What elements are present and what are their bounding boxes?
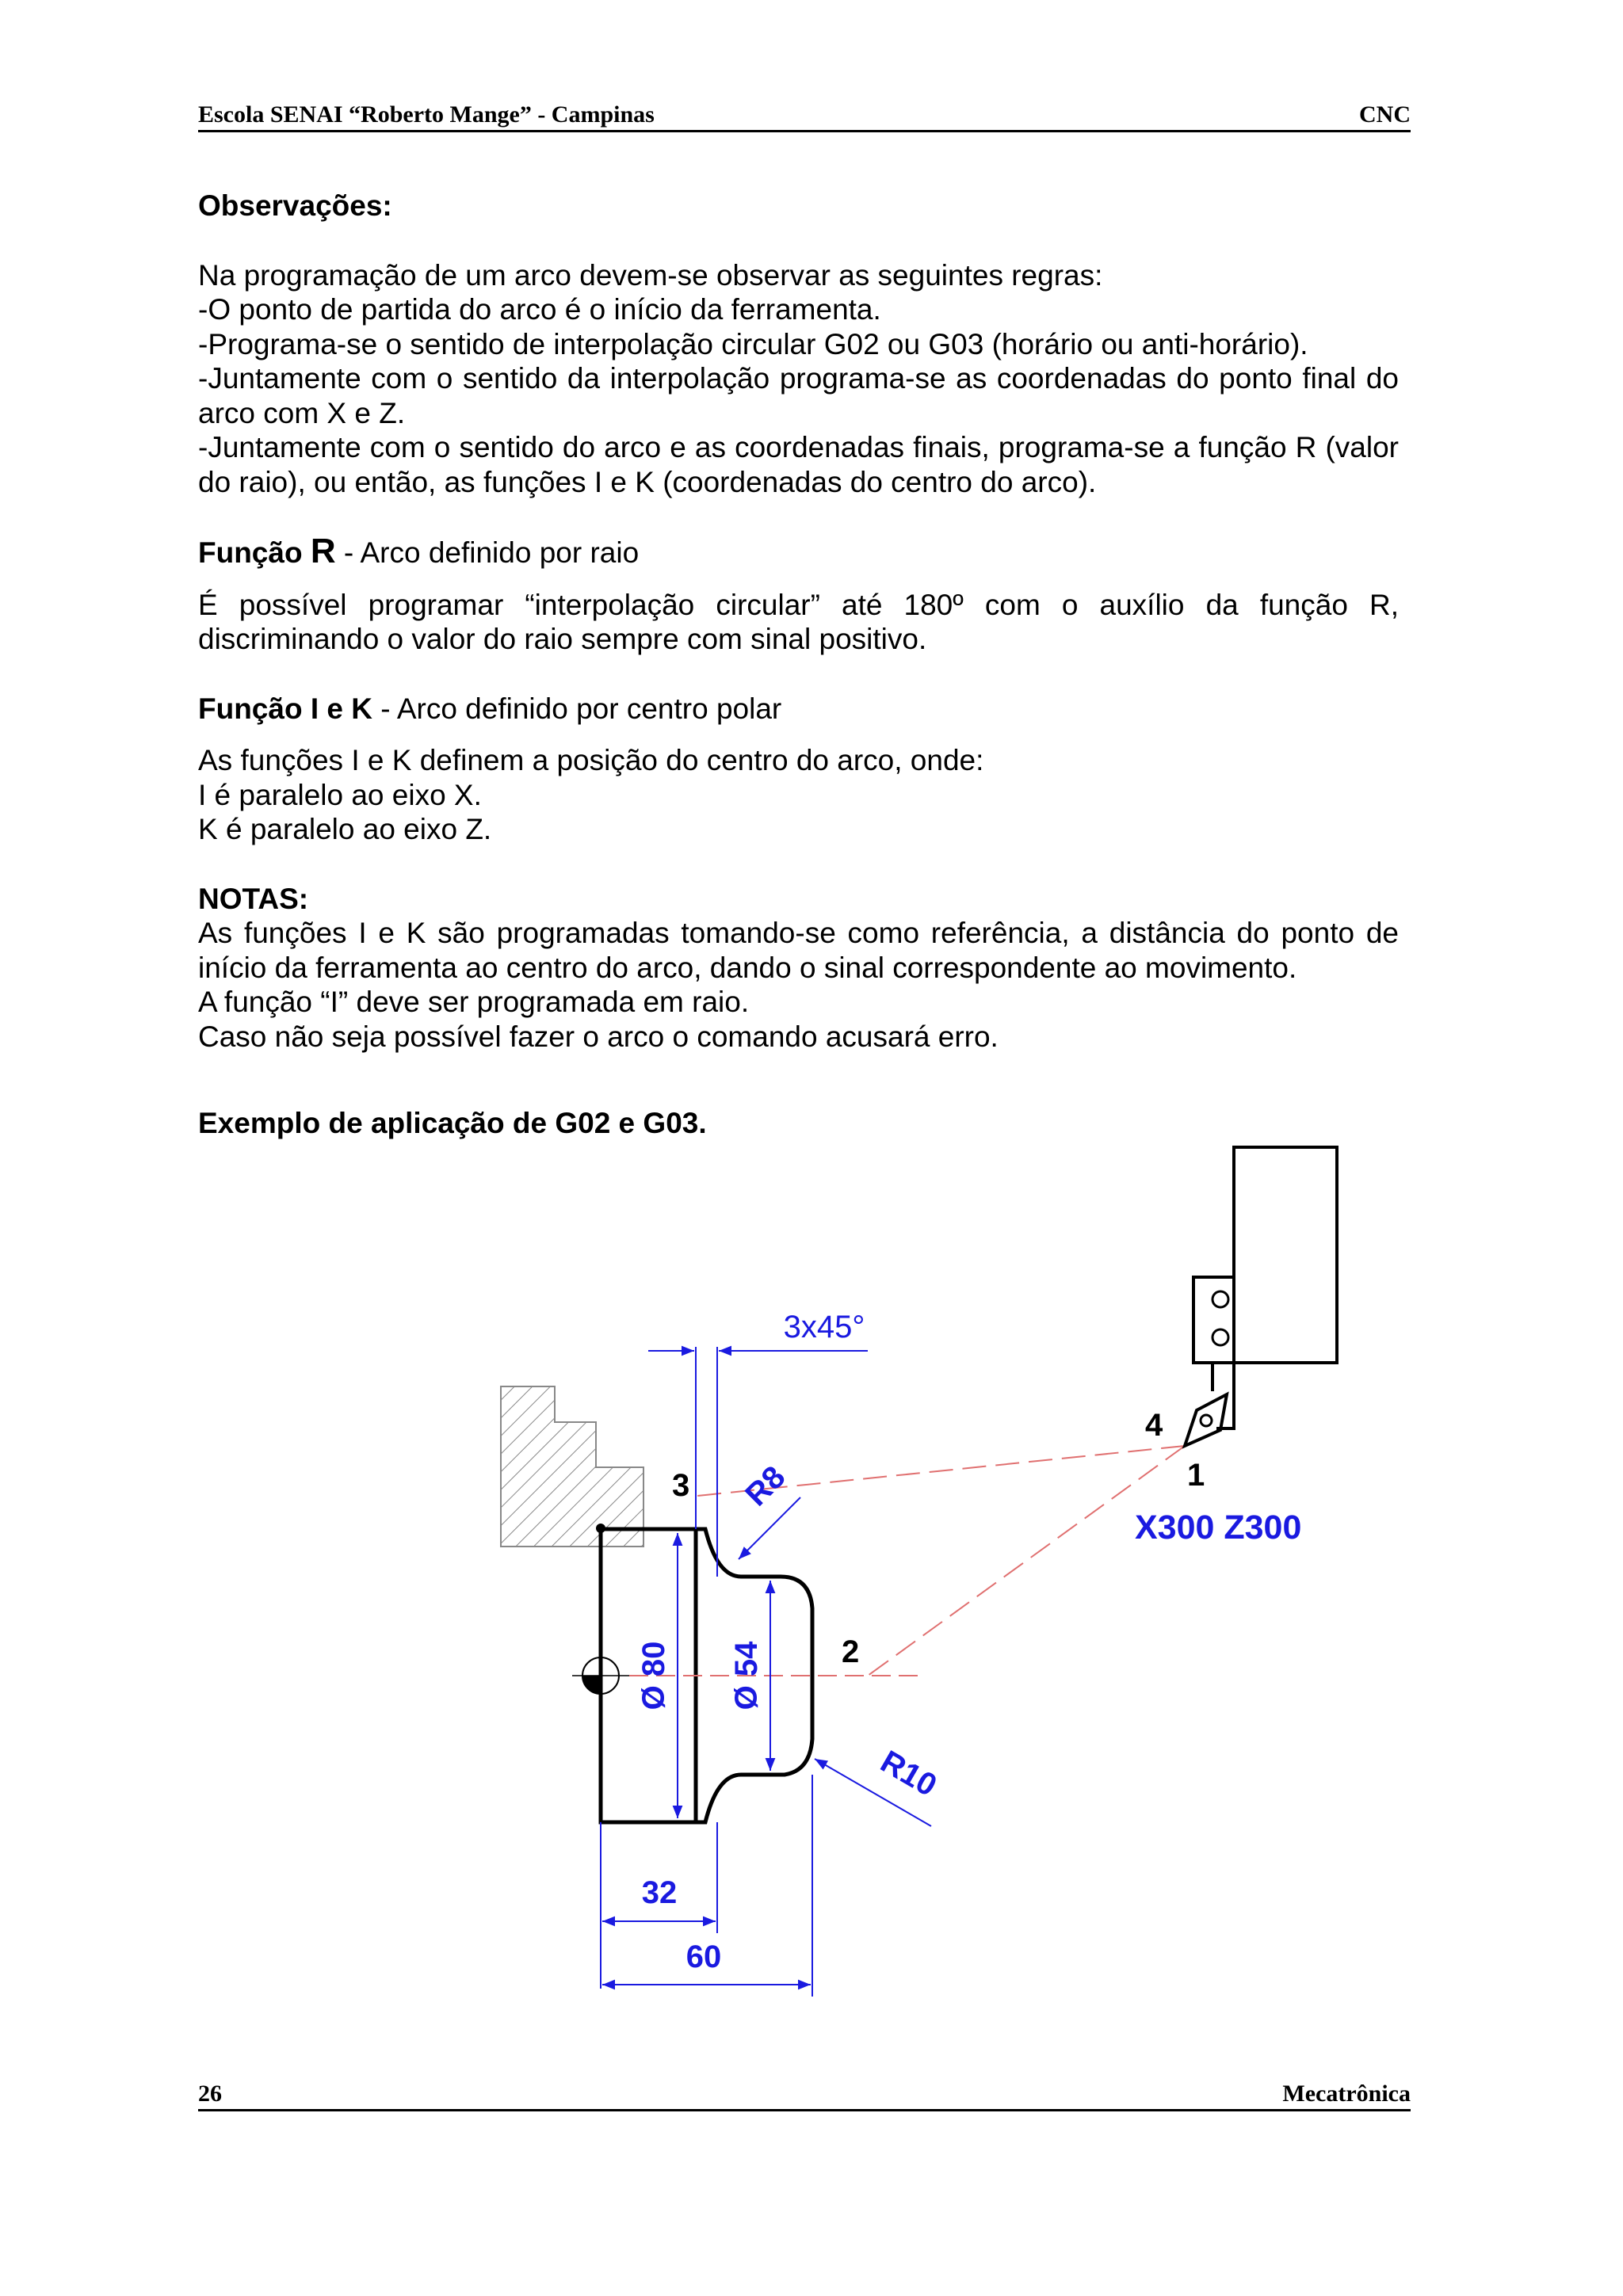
header-subject: CNC [1359, 101, 1411, 128]
page-number: 26 [198, 2081, 222, 2107]
funcao-ik-line-2: I é paralelo ao eixo X. [198, 778, 482, 811]
notas-line-2: Caso não seja possível fazer o arco o comando acusará erro. [198, 1020, 999, 1053]
chuck-point [596, 1524, 605, 1533]
dim-d80-label: Ø 80 [636, 1641, 671, 1711]
r8-label: R8 [739, 1459, 792, 1513]
footer-course: Mecatrônica [1282, 2081, 1411, 2107]
chuck-jaw [501, 1386, 643, 1547]
funcao-ik-desc: - Arco definido por centro polar [372, 692, 782, 725]
funcao-ik-line-3: K é paralelo ao eixo Z. [198, 813, 492, 845]
dim-60-label: 60 [685, 1939, 722, 1974]
funcao-r-text: É possível programar “interpolação circular” até 180º com o auxílio da função R, discriminando o valor do raio sempre com sinal positivo. [198, 588, 1399, 655]
clamp-screw-1 [1212, 1291, 1228, 1307]
chamfer-label: 3x45° [783, 1310, 865, 1344]
header-school: Escola SENAI “Roberto Mange” - Campinas [198, 101, 655, 128]
observacoes-intro: Na programação de um arco devem-se observar as seguintes regras: [198, 258, 1103, 292]
rule-2: -Programa-se o sentido de interpolação circular G02 ou G03 (horário ou anti-horário). [198, 327, 1308, 360]
point-2-label: 2 [842, 1634, 860, 1669]
notas-title: NOTAS: [198, 882, 309, 915]
notas-line-1: A função “I” deve ser programada em raio. [198, 986, 750, 1018]
rule-3: -Juntamente com o sentido da interpolação programa-se as coordenadas do ponto final do arco com X e Z. [198, 362, 1399, 429]
funcao-r-label: Função [198, 536, 311, 569]
rule-4: -Juntamente com o sentido do arco e as coordenadas finais, programa-se a função R (valor do raio), ou então, as funções I e K (coordenadas do centro do arco). [198, 431, 1399, 498]
observacoes-title: Observações: [198, 189, 392, 222]
insert-screw [1201, 1415, 1212, 1426]
point-3-label: 3 [672, 1468, 690, 1503]
rule-1: -O ponto de partida do arco é o início da ferramenta. [198, 293, 881, 326]
dim-32-label: 32 [641, 1875, 678, 1910]
clamp-screw-2 [1212, 1329, 1228, 1345]
point-1-label: 1 [1187, 1458, 1205, 1493]
point-4-label: 4 [1145, 1408, 1163, 1443]
funcao-ik-line-1: As funções I e K definem a posição do centro do arco, onde: [198, 744, 984, 776]
funcao-r-letter: R [310, 532, 336, 570]
tool-insert [1185, 1394, 1227, 1446]
notas-paragraph: As funções I e K são programadas tomando-se como referência, a distância do ponto de início da ferramenta ao centro do arco, dando o sinal correspondente ao movimento. [198, 917, 1399, 984]
page-footer [198, 2074, 1411, 2111]
start-coordinates: X300 Z300 [1135, 1508, 1302, 1547]
dim-d54-label: Ø 54 [729, 1641, 764, 1711]
exemplo-title: Exemplo de aplicação de G02 e G03. [198, 1107, 707, 1139]
tool-path-1-2 [868, 1446, 1185, 1676]
r10-label: R10 [874, 1744, 943, 1804]
tool-holder [1234, 1147, 1337, 1363]
origin-symbol-fill [582, 1676, 601, 1694]
tool-clamp [1193, 1277, 1234, 1363]
funcao-r-desc: - Arco definido por raio [335, 536, 640, 569]
funcao-ik-label: Função I e K [198, 692, 372, 725]
